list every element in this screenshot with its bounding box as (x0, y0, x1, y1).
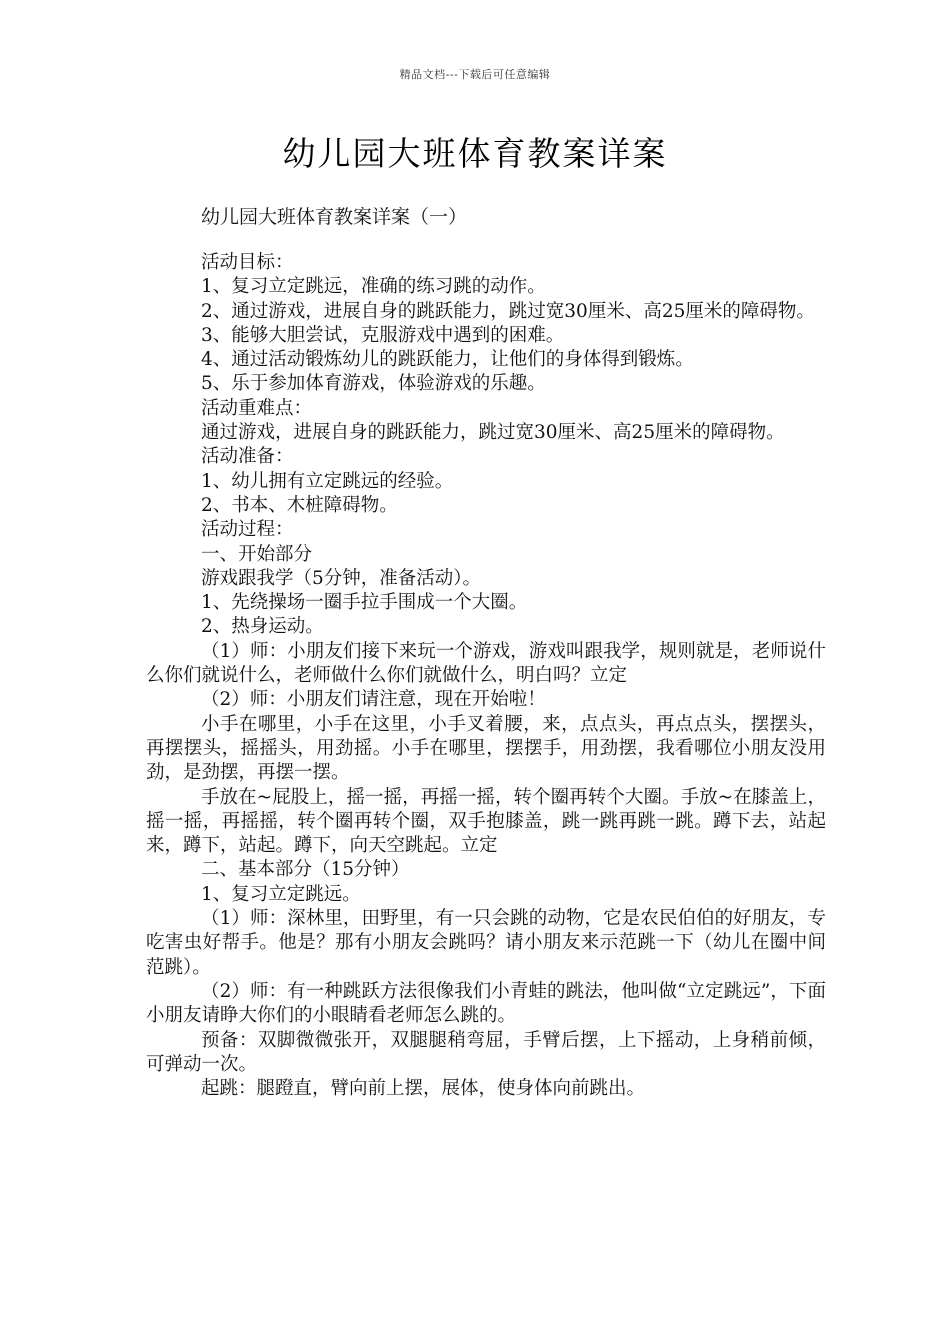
header-note: 精品文档---下载后可任意编辑 (399, 68, 551, 81)
paragraph: 活动过程： (201, 519, 294, 541)
paragraph: 通过游戏，进展自身的跳跃能力，跳过宽30厘米、高25厘米的障碍物。 (201, 422, 785, 444)
paragraph: 活动准备： (201, 446, 294, 468)
paragraph: 1、复习立定跳远，准确的练习跳的动作。 (201, 276, 546, 298)
paragraph: 小手在哪里，小手在这里，小手叉着腰，来，点点头，再点点头，摆摆头，再摆摆头，摇摇头，用劲摇。小手在哪里，摆摆手，用劲摆，我看哪位小朋友没用劲，是劲摆，再摆一摆。 (146, 713, 826, 784)
paragraph: 活动重难点： (201, 397, 313, 419)
paragraph: 5、乐于参加体育游戏，体验游戏的乐趣。 (201, 373, 546, 395)
paragraph: 1、复习立定跳远。 (201, 883, 361, 905)
paragraph: 起跳：腿蹬直，臂向前上摆，展体，使身体向前跳出。 (201, 1078, 646, 1100)
paragraph: 游戏跟我学（5分钟，准备活动）。 (201, 567, 482, 589)
paragraph: 二、基本部分（15分钟） (201, 859, 410, 881)
paragraph: （2）师：有一种跳跃方法很像我们小青蛙的跳法，他叫做“立定跳远”，下面小朋友请睁大你们的小眼睛看老师怎么跳的。 (146, 980, 826, 1027)
paragraph: 1、幼儿拥有立定跳远的经验。 (201, 470, 454, 492)
paragraph: 2、通过游戏，进展自身的跳跃能力，跳过宽30厘米、高25厘米的障碍物。 (201, 300, 815, 322)
paragraph: 手放在~屁股上，摇一摇，再摇一摇，转个圈再转个大圈。手放~在膝盖上，摇一摇，再摇摇，转个圈再转个圈，双手抱膝盖，跳一跳再跳一跳。蹲下去，站起来，蹲下，站起。蹲下，向天空跳起。立定 (146, 786, 826, 857)
paragraph: 2、热身运动。 (201, 616, 324, 638)
section-title: 幼儿园大班体育教案详案（一） (201, 206, 468, 228)
document-body (146, 251, 826, 1101)
paragraph: 2、书本、木桩障碍物。 (201, 494, 398, 516)
paragraph: 一、开始部分 (201, 543, 313, 565)
paragraph: 1、先绕操场一圈手拉手围成一个大圈。 (201, 592, 528, 614)
paragraph: 活动目标： (201, 252, 294, 273)
paragraph: 预备：双脚微微张开，双腿腿稍弯屈，手臂后摆，上下摇动，上身稍前倾，可弹动一次。 (146, 1029, 826, 1075)
paragraph: （1）师：小朋友们接下来玩一个游戏，游戏叫跟我学，规则就是，老师说什么你们就说什么，老师做什么你们就做什么，明白吗？立定 (146, 640, 826, 687)
paragraph: （2）师：小朋友们请注意，现在开始啦！ (201, 689, 546, 711)
paragraph: 3、能够大胆尝试，克服游戏中遇到的困难。 (201, 324, 565, 346)
document-title: 幼儿园大班体育教案详案 (282, 134, 668, 173)
paragraph: 4、通过活动锻炼幼儿的跳跃能力，让他们的身体得到锻炼。 (201, 349, 694, 371)
paragraph: （1）师：深林里，田野里，有一只会跳的动物，它是农民伯伯的好朋友，专吃害虫好帮手。他是？那有小朋友会跳吗？请小朋友来示范跳一下（幼儿在圈中间范跳）。 (146, 908, 826, 978)
